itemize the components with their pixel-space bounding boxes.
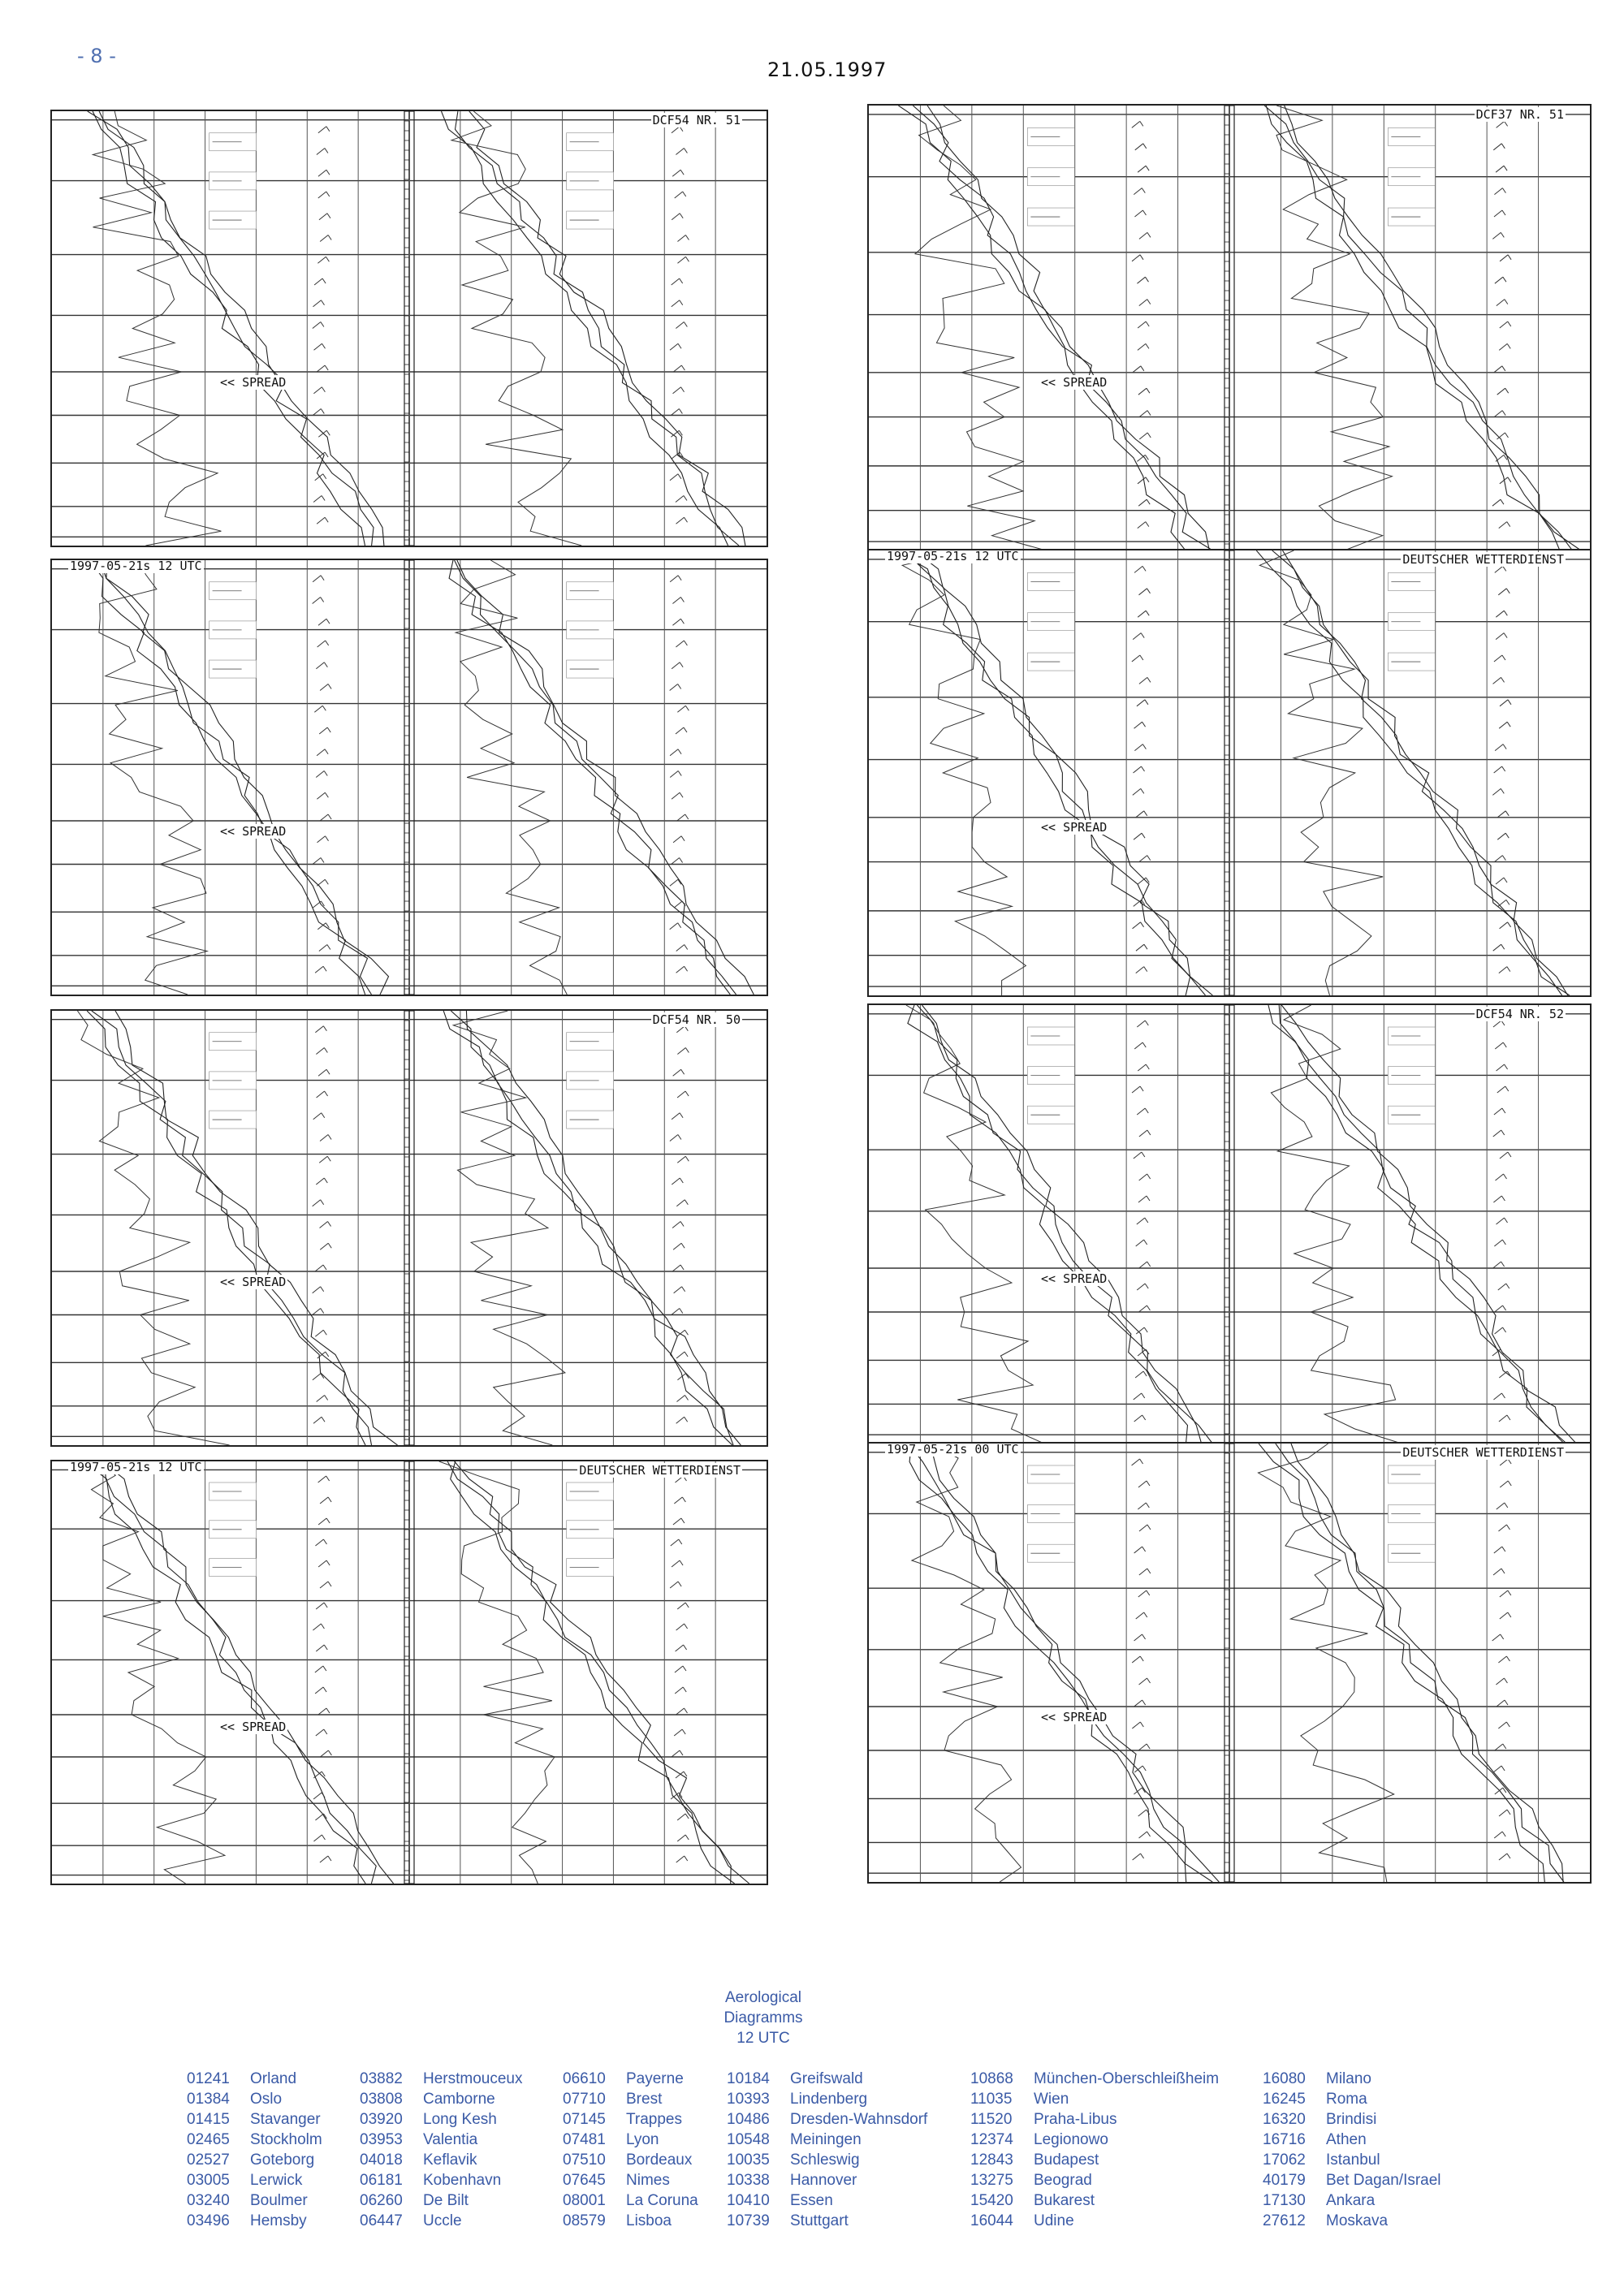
diagram-panel [867,104,1592,552]
station-row [563,2211,698,2231]
station-name: Brest [626,2091,663,2108]
station-row [563,2089,698,2109]
station-row [970,2109,1219,2130]
station-column [1263,2069,1441,2231]
spread-label: << SPREAD [220,1275,287,1289]
station-name: Istanbul [1326,2151,1380,2169]
sounding-diagram [869,1005,1590,1444]
station-name: Lisboa [626,2212,672,2229]
station-name: Stockholm [250,2131,322,2148]
station-name: Boulmer [250,2192,308,2209]
station-code: 10739 [727,2212,770,2229]
station-code: 27612 [1263,2212,1306,2229]
station-code: 08001 [563,2192,606,2209]
sounding-diagram [869,1444,1590,1882]
station-name: Hannover [790,2172,857,2189]
station-name: Greifswald [790,2070,863,2087]
sounding-diagram [52,1011,767,1445]
diagram-grid [52,1461,767,1884]
station-row [1263,2069,1441,2089]
spread-label: << SPREAD [1041,375,1108,390]
station-code: 07645 [563,2172,606,2189]
station-code: 17130 [1263,2192,1306,2209]
station-code: 10410 [727,2192,770,2209]
station-code: 03920 [360,2111,403,2128]
station-name: Budapest [1034,2151,1099,2169]
diagram-panel [867,549,1592,997]
sounding-trace [449,560,754,995]
station-name: Valentia [423,2131,478,2148]
station-code: 16080 [1263,2070,1306,2087]
diagram-grid [869,1444,1590,1882]
station-row [187,2211,322,2231]
station-row [563,2170,698,2190]
diagram-grid [869,550,1590,995]
station-name: Goteborg [250,2151,315,2169]
station-code: 15420 [970,2192,1013,2209]
diagram-panel [50,1009,768,1447]
diagram-panel [50,110,768,547]
station-code: 03496 [187,2212,230,2229]
sounding-diagram [52,1461,767,1884]
station-name: Dresden-Wahnsdorf [790,2111,928,2128]
station-row [563,2109,698,2130]
sounding-diagram [52,111,767,546]
station-code: 40179 [1263,2172,1306,2189]
sounding-trace [906,1005,1212,1444]
station-name: Bukarest [1034,2192,1095,2209]
station-name: Brindisi [1326,2111,1377,2128]
panel-title: DEUTSCHER WETTERDIENST [1402,552,1564,567]
page-date: 21.05.1997 [767,58,888,81]
station-code: 10393 [727,2091,770,2108]
station-code: 01415 [187,2111,230,2128]
station-name: Payerne [626,2070,684,2087]
diagram-grid [52,1011,767,1445]
station-row [727,2089,927,2109]
station-row [187,2170,322,2190]
station-name: Wien [1034,2091,1069,2108]
panel-title: DCF54 NR. 50 [652,1012,741,1027]
panel-footer: 1997-05-21s 12 UTC [70,559,202,573]
station-row [563,2150,698,2170]
sounding-trace [1256,550,1570,995]
station-code: 10486 [727,2111,770,2128]
spread-label: << SPREAD [220,824,287,839]
station-row [727,2150,927,2170]
sounding-diagram [52,560,767,995]
sounding-trace [84,1461,394,1884]
station-name: Lindenberg [790,2091,868,2108]
station-code: 16044 [970,2212,1013,2229]
diagram-grid [52,111,767,546]
station-name: Uccle [423,2212,462,2229]
station-name: Udine [1034,2212,1074,2229]
station-name: Oslo [250,2091,283,2108]
station-name: Roma [1326,2091,1367,2108]
station-code: 10338 [727,2172,770,2189]
station-name: Bordeaux [626,2151,693,2169]
station-code: 03953 [360,2131,403,2148]
station-row [970,2130,1219,2150]
diagram-panel [867,1442,1592,1884]
station-column [970,2069,1219,2231]
sounding-trace [898,106,1212,550]
station-code: 17062 [1263,2151,1306,2169]
station-code: 03240 [187,2192,230,2209]
station-name: Legionowo [1034,2131,1108,2148]
station-code: 06447 [360,2212,403,2229]
station-code: 10035 [727,2151,770,2169]
panel-footer: 1997-05-21s 12 UTC [70,1460,202,1474]
station-row [360,2130,523,2150]
station-row [727,2211,927,2231]
diagram-grid [869,1005,1590,1444]
sounding-diagram [869,106,1590,550]
station-code: 08579 [563,2212,606,2229]
panel-title: DEUTSCHER WETTERDIENST [579,1463,741,1478]
station-column [187,2069,322,2231]
station-code: 16245 [1263,2091,1306,2108]
station-code: 10184 [727,2070,770,2087]
station-name: Kobenhavn [423,2172,502,2189]
station-code: 03005 [187,2172,230,2189]
station-code: 12374 [970,2131,1013,2148]
station-code: 11520 [970,2111,1013,2128]
spread-label: << SPREAD [1041,1710,1108,1724]
panel-footer: 1997-05-21s 12 UTC [887,549,1019,563]
station-row [187,2109,322,2130]
panel-title: DCF37 NR. 51 [1475,107,1564,122]
station-row [360,2170,523,2190]
station-column [360,2069,523,2231]
station-row [360,2150,523,2170]
station-name: Trappes [626,2111,682,2128]
station-name: Stavanger [250,2111,321,2128]
station-row [970,2190,1219,2211]
station-code: 12843 [970,2151,1013,2169]
station-name: Praha-Libus [1034,2111,1117,2128]
sounding-trace [1264,106,1581,550]
station-row [187,2190,322,2211]
station-name: Bet Dagan/Israel [1326,2172,1441,2189]
station-name: Keflavik [423,2151,477,2169]
station-name: Schleswig [790,2151,860,2169]
station-name: Moskava [1326,2212,1389,2229]
station-code: 04018 [360,2151,403,2169]
station-row [1263,2211,1441,2231]
sounding-trace [896,550,1213,995]
station-row [970,2069,1219,2089]
diagram-grid [869,106,1590,550]
station-name: Athen [1326,2131,1367,2148]
station-code: 06260 [360,2192,403,2209]
panel-title: DCF54 NR. 51 [652,113,741,127]
spread-label: << SPREAD [1041,1271,1108,1286]
station-code: 07710 [563,2091,606,2108]
station-name: La Coruna [626,2192,698,2209]
station-row [1263,2170,1441,2190]
station-code: 16716 [1263,2131,1306,2148]
station-code: 10548 [727,2131,770,2148]
station-row [563,2069,698,2089]
station-code: 13275 [970,2172,1013,2189]
station-name: Meiningen [790,2131,862,2148]
station-name: Milano [1326,2070,1371,2087]
spread-label: << SPREAD [1041,820,1108,835]
station-code: 07481 [563,2131,606,2148]
station-row [970,2211,1219,2231]
station-code: 06181 [360,2172,403,2189]
sounding-trace [442,111,745,546]
station-row [187,2069,322,2089]
diagram-panel [50,1460,768,1885]
station-row [727,2190,927,2211]
panel-footer: 1997-05-21s 00 UTC [887,1442,1019,1457]
station-name: Nimes [626,2172,670,2189]
sounding-trace [88,111,384,546]
station-code: 01384 [187,2091,230,2108]
station-name: Long Kesh [423,2111,497,2128]
station-name: Orland [250,2070,297,2087]
caption-line: Aerological [725,1989,801,2006]
station-code: 07145 [563,2111,606,2128]
station-name: Stuttgart [790,2212,849,2229]
station-row [727,2170,927,2190]
diagram-panel [50,559,768,996]
panel-title: DCF54 NR. 52 [1475,1007,1564,1021]
spread-label: << SPREAD [220,1720,287,1734]
station-row [187,2089,322,2109]
station-row [1263,2089,1441,2109]
sounding-diagram [869,550,1590,995]
sounding-trace [90,560,389,995]
station-code: 02465 [187,2131,230,2148]
station-code: 02527 [187,2151,230,2169]
station-row [360,2211,523,2231]
station-code: 07510 [563,2151,606,2169]
station-row [187,2130,322,2150]
station-row [970,2170,1219,2190]
station-row [360,2089,523,2109]
station-code: 10868 [970,2070,1013,2087]
station-name: Essen [790,2192,833,2209]
page-number: - 8 - [77,45,116,67]
station-name: Lerwick [250,2172,303,2189]
spread-label: << SPREAD [220,375,287,390]
sounding-trace [1268,1005,1576,1444]
station-name: Herstmouceux [423,2070,523,2087]
station-code: 03808 [360,2091,403,2108]
diagram-panel [867,1003,1592,1445]
station-code: 01241 [187,2070,230,2087]
sounding-trace [909,1444,1220,1882]
station-column [727,2069,927,2231]
station-name: De Bilt [423,2192,469,2209]
station-row [360,2069,523,2089]
station-code: 03882 [360,2070,403,2087]
station-name: München-Oberschleißheim [1034,2070,1220,2087]
caption [617,1987,909,2048]
station-name: Lyon [626,2131,659,2148]
station-row [187,2150,322,2170]
station-row [1263,2190,1441,2211]
station-row [727,2130,927,2150]
station-name: Beograd [1034,2172,1092,2189]
station-code: 16320 [1263,2111,1306,2128]
sounding-trace [1259,1444,1564,1882]
station-name: Camborne [423,2091,495,2108]
caption-line: Diagramms [723,2009,803,2026]
station-row [1263,2150,1441,2170]
sounding-trace [439,1461,749,1884]
station-row [727,2109,927,2130]
station-row [1263,2109,1441,2130]
station-column [563,2069,698,2231]
panel-title: DEUTSCHER WETTERDIENST [1402,1445,1564,1460]
station-row [970,2089,1219,2109]
station-name: Ankara [1326,2192,1376,2209]
sounding-trace [77,1011,397,1445]
station-row [1263,2130,1441,2150]
station-row [563,2190,698,2211]
station-row [563,2130,698,2150]
station-code: 06610 [563,2070,606,2087]
caption-line: 12 UTC [736,2030,790,2047]
station-row [360,2190,523,2211]
station-row [727,2069,927,2089]
sounding-trace [443,1011,741,1445]
station-row [360,2109,523,2130]
station-row [970,2150,1219,2170]
diagram-grid [52,560,767,995]
station-code: 11035 [970,2091,1013,2108]
station-name: Hemsby [250,2212,307,2229]
